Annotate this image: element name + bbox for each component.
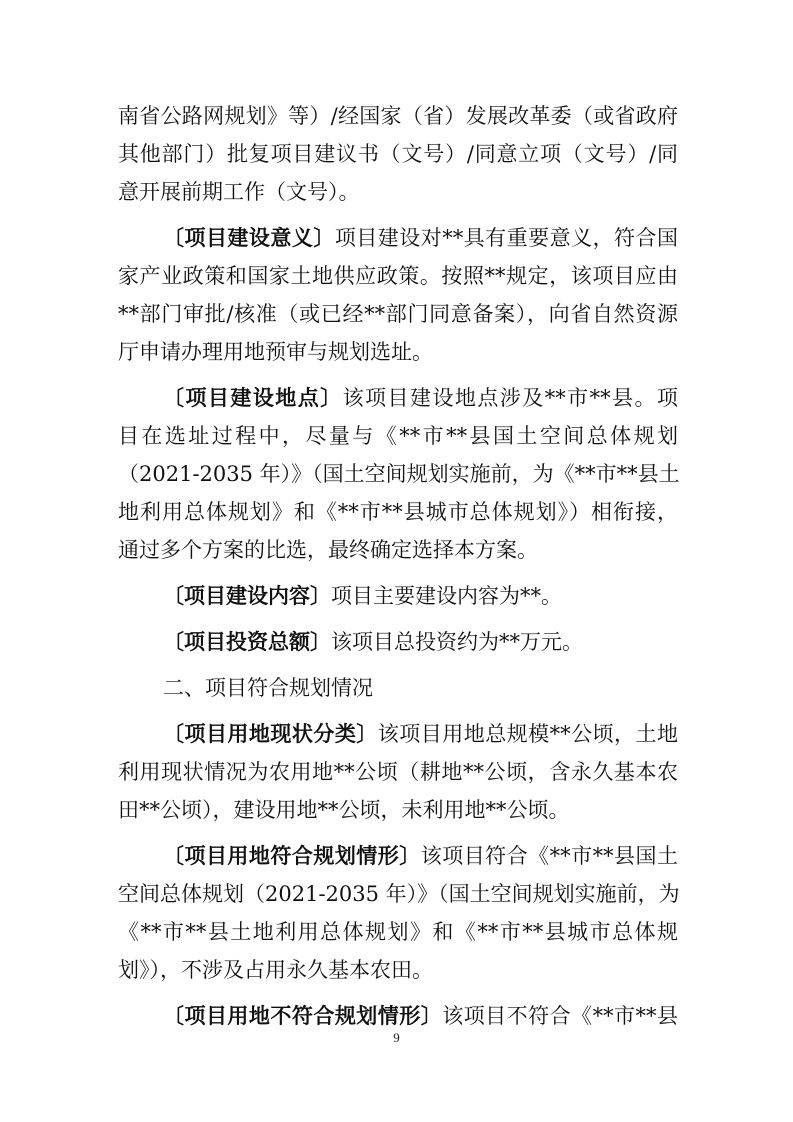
section-label: 〔项目建设内容〕 — [163, 584, 331, 608]
text-line: 地利用总体规划》和《**市**县城市总体规划》）相衔接， — [118, 500, 678, 524]
text-run: 该项目总投资约为**万元。 — [331, 630, 583, 654]
text-line — [118, 219, 678, 257]
page-number: 9 — [393, 1030, 400, 1045]
text-line: 目在选址过程中，尽量与《**市**县国土空间总体规划 — [118, 424, 678, 448]
text-line: 通过多个方案的比选，最终确定选择本方案。 — [118, 538, 538, 562]
text-run: 项目建设对**具有重要意义，符合国 — [334, 226, 679, 250]
text-line: 空间总体规划（2021-2035 年）》（国土空间规划实施前，为 — [118, 882, 680, 906]
text-line — [118, 623, 678, 661]
text-line: 划》），不涉及占用永久基本农田。 — [118, 958, 433, 982]
section-label: 〔项目用地现状分类〕 — [163, 722, 378, 746]
text-run: 该项目用地总规模**公顷，土地 — [377, 722, 679, 746]
document-body — [118, 97, 678, 1043]
section-heading: 二、项目符合规划情况 — [163, 676, 373, 700]
paragraph-project-significance — [118, 219, 678, 371]
section-label: 〔项目用地符合规划情形〕 — [163, 844, 421, 868]
text-line — [118, 837, 678, 875]
text-line: 南省公路网规划》等）/经国家（省）发展改革委（或省政府 — [118, 104, 678, 128]
text-line: **部门审批/核准（或已经**部门同意备案），向省自然资源 — [118, 302, 678, 326]
text-line: 意开展前期工作（文号）。 — [118, 180, 360, 204]
paragraph-land-status — [118, 715, 678, 829]
text-line: 家产业政策和国家土地供应政策。按照**规定，该项目应由 — [118, 264, 678, 288]
paragraph-project-investment — [118, 623, 678, 661]
text-run: 该项目不符合《**市**县 — [442, 1004, 679, 1028]
text-line — [118, 577, 678, 615]
section-label: 〔项目投资总额〕 — [163, 630, 331, 654]
text-line — [118, 379, 678, 417]
section-label: 〔项目建设地点〕 — [163, 386, 343, 410]
text-line: 其他部门）批复项目建议书（文号）/同意立项（文号）/同 — [118, 142, 678, 166]
text-run: 该项目符合《**市**县国土 — [420, 844, 679, 868]
text-line: 利用现状情况为农用地**公顷（耕地**公顷，含永久基本农 — [118, 760, 678, 784]
text-run: 项目主要建设内容为**。 — [331, 584, 562, 608]
text-line: 《**市**县土地利用总体规划》和《**市**县城市总体规 — [118, 920, 678, 944]
paragraph-planning-compliance — [118, 837, 678, 989]
section-label: 〔项目建设意义〕 — [163, 226, 335, 250]
text-line: 厅申请办理用地预审与规划选址。 — [118, 340, 433, 364]
paragraph-approval-basis — [118, 97, 678, 211]
section-label: 〔项目用地不符合规划情形〕 — [163, 1004, 443, 1028]
text-run: 该项目建设地点涉及**市**县。项 — [342, 386, 679, 410]
paragraph-project-location — [118, 379, 678, 569]
paragraph-project-content — [118, 577, 678, 615]
text-line: （2021-2035 年）》（国土空间规划实施前，为《**市**县土 — [118, 462, 680, 486]
text-line: 田**公顷），建设用地**公顷，未利用地**公顷。 — [118, 798, 570, 822]
text-line — [118, 715, 678, 753]
